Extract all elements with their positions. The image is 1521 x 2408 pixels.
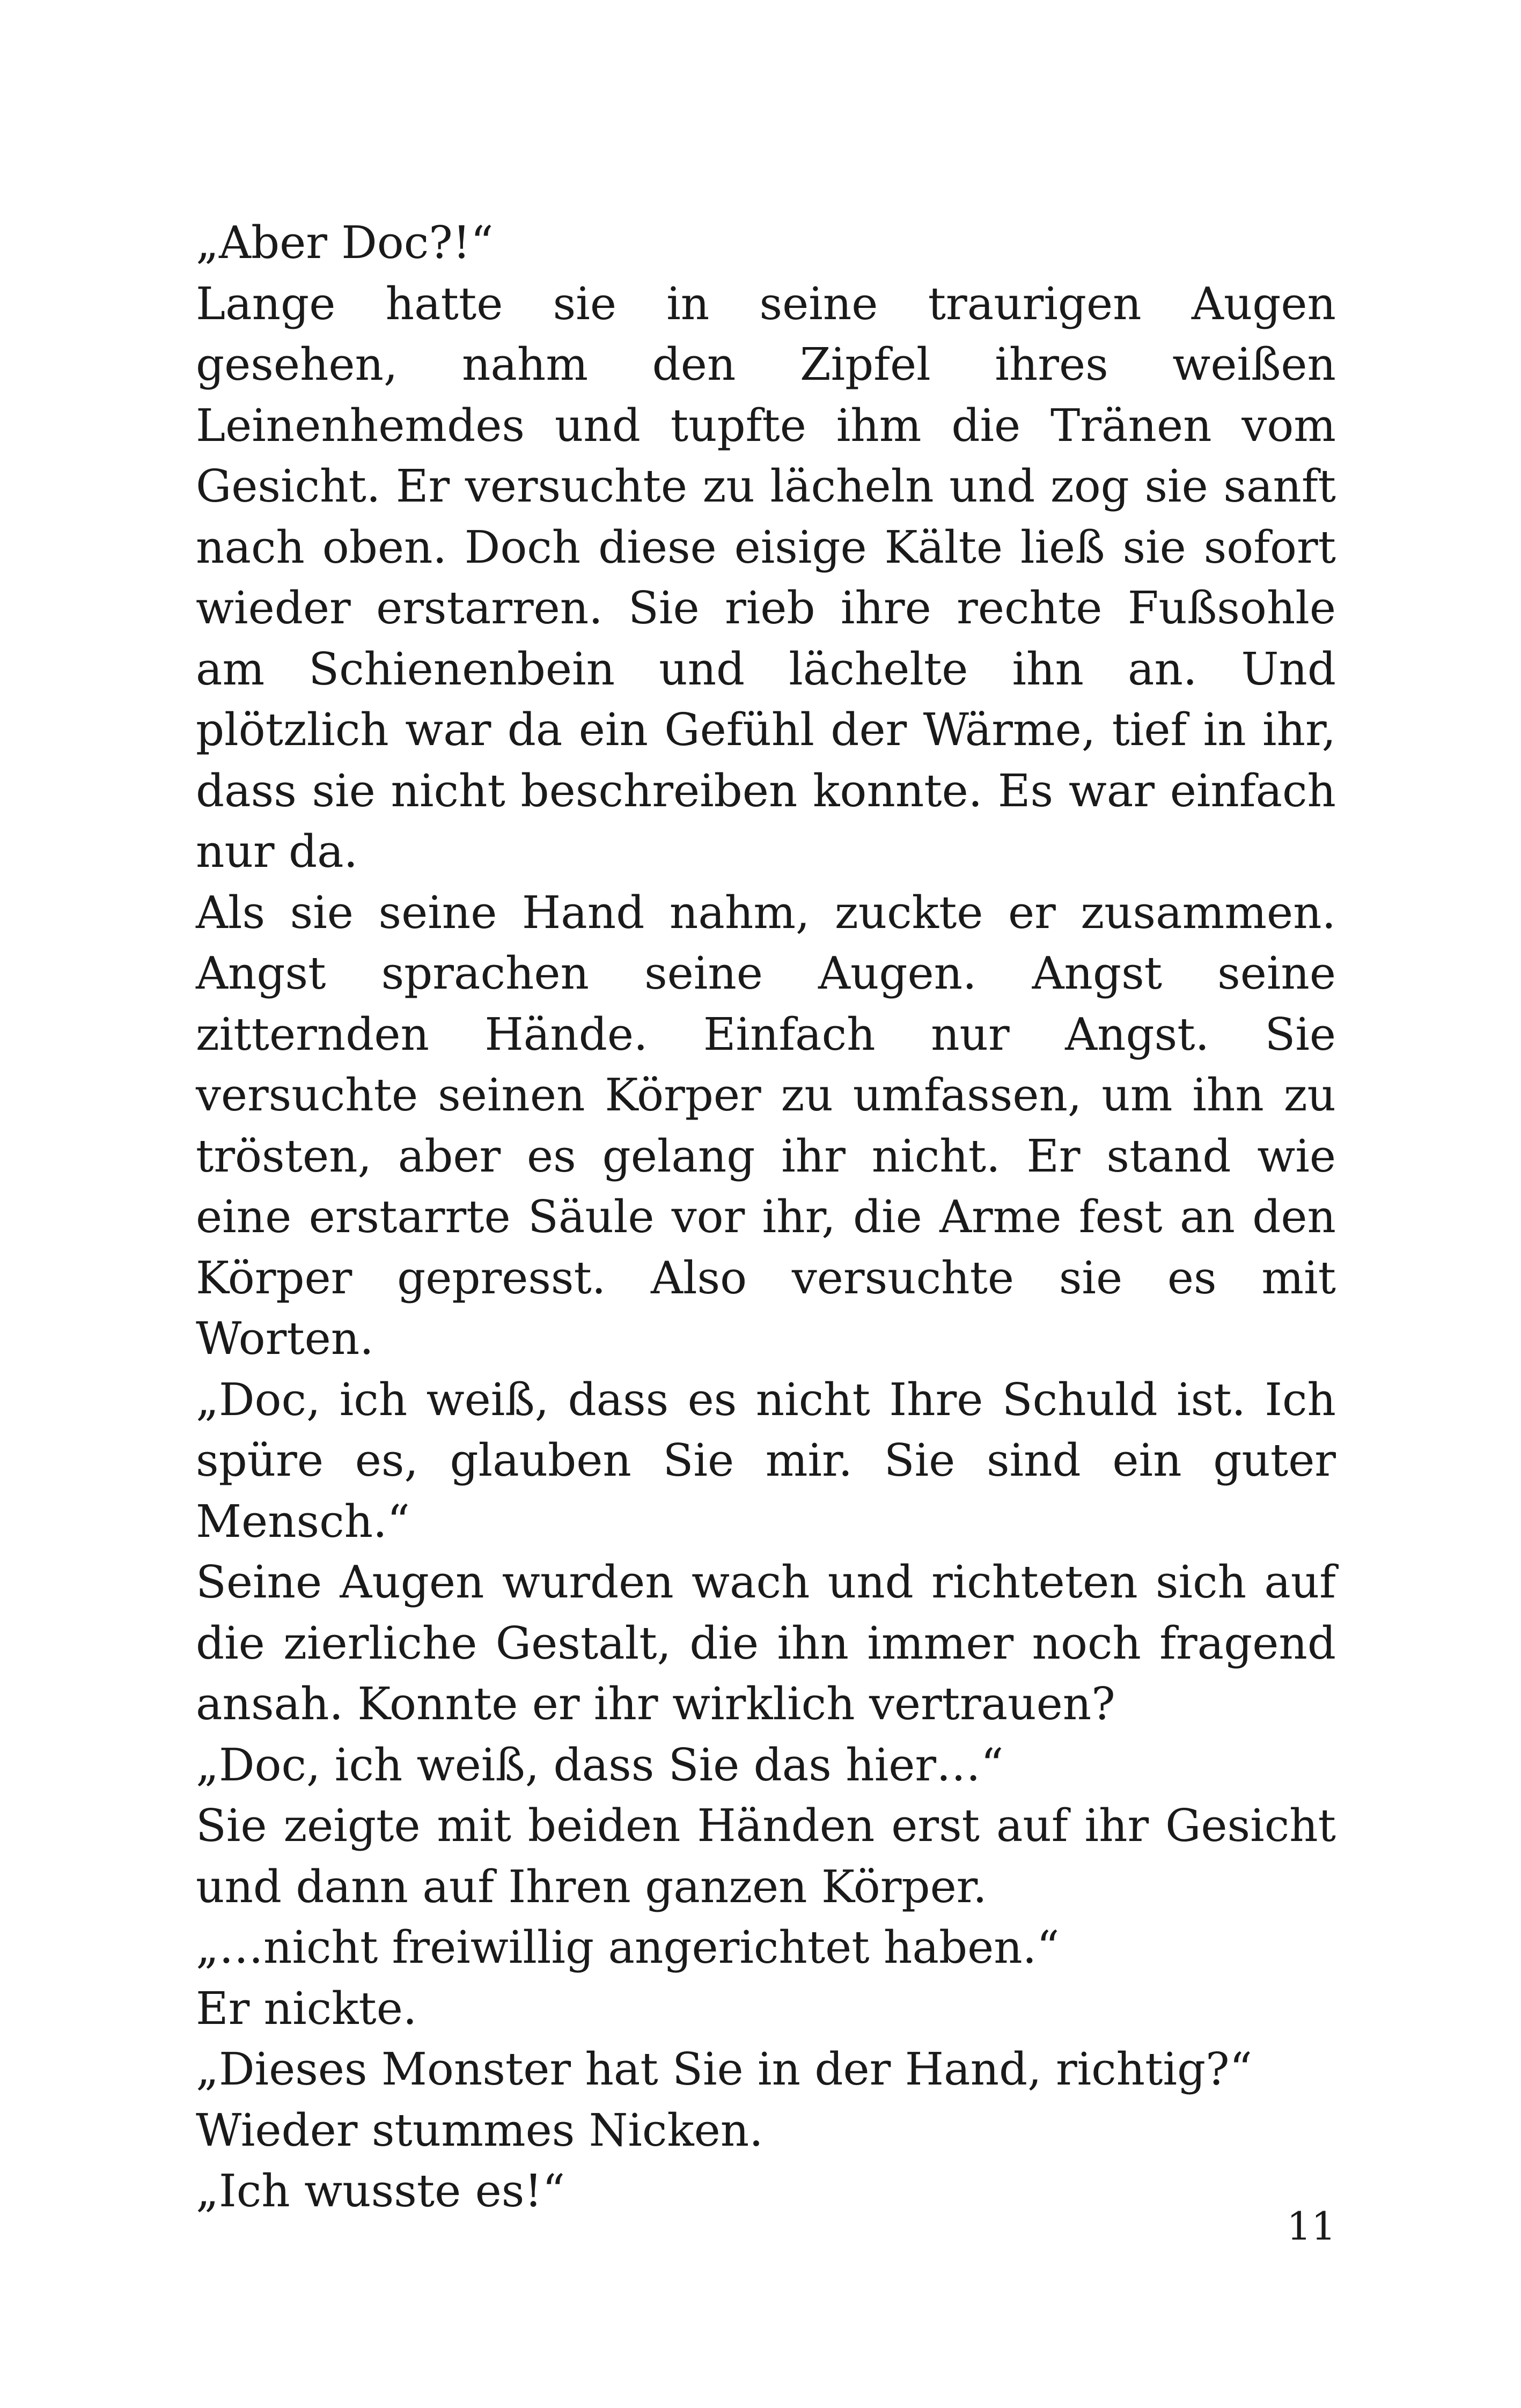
paragraph: Lange hatte sie in seine traurigen Augen gesehen, nahm den Zipfel ihres weißen Leinenhemdes und tupfte ihm die Tränen vom Gesicht. Er versuchte zu lächeln und zog sie sanft nach oben. Doch diese eisige Kälte ließ sie sofort wieder erstarren. Sie rieb ihre rechte Fußsohle am Schienenbein und lächelte ihn an. Und plötzlich war da ein Gefühl der Wärme, tief in ihr, dass sie nicht beschreiben konnte. Es war einfach nur da.: [196, 277, 1336, 878]
paragraph: „Ich wusste es!“: [196, 2165, 565, 2217]
page-number: 11: [1287, 2204, 1336, 2249]
paragraph: Seine Augen wurden wach und richteten sich auf die zierliche Gestalt, die ihn immer noch fragend ansah. Konnte er ihr wirklich vertrauen?: [196, 1556, 1336, 1730]
paragraph: „Doc, ich weiß, dass Sie das hier…“: [196, 1739, 1004, 1791]
paragraph: Wieder stummes Nicken.: [196, 2104, 763, 2156]
body-text: [196, 212, 1336, 2222]
paragraph: „Doc, ich weiß, dass es nicht Ihre Schuld ist. Ich spüre es, glauben Sie mir. Sie sind ein guter Mensch.“: [196, 1373, 1336, 1548]
paragraph: „Dieses Monster hat Sie in der Hand, richtig?“: [196, 2043, 1253, 2095]
paragraph: „…nicht freiwillig angerichtet haben.“: [196, 1921, 1060, 1973]
paragraph: „Aber Doc?!“: [196, 217, 494, 269]
paragraph: Als sie seine Hand nahm, zuckte er zusammen. Angst sprachen seine Augen. Angst seine zitternden Hände. Einfach nur Angst. Sie versuchte seinen Körper zu umfassen, um ihn zu trösten, aber es gelang ihr nicht. Er stand wie eine erstarrte Säule vor ihr, die Arme fest an den Körper gepresst. Also versuchte sie es mit Worten.: [196, 886, 1336, 1365]
paragraph: Er nickte.: [196, 1982, 417, 2035]
paragraph: Sie zeigte mit beiden Händen erst auf ihr Gesicht und dann auf Ihren ganzen Körper.: [196, 1800, 1336, 1913]
